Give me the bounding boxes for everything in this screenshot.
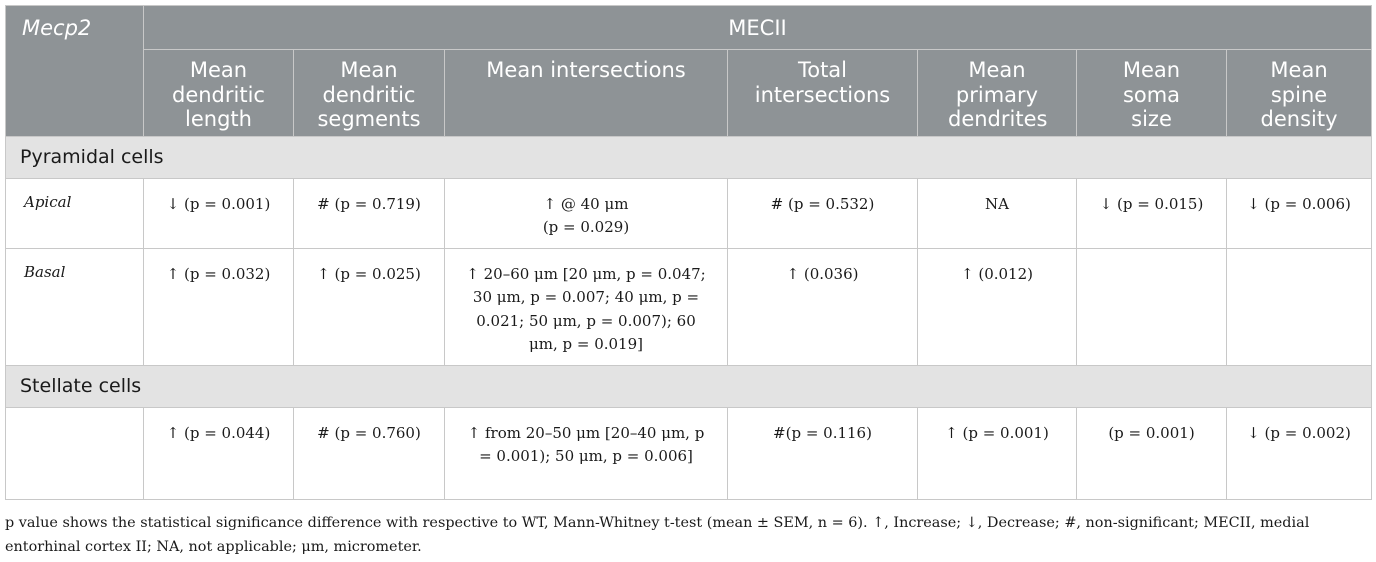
table-footnote: p value shows the statistical significance difference with respective to WT, Mann-Whitney t-test (mean ± SEM, n = 6). ↑, Increase; ↓, Decrease; #, non-significant; MECII, medial entorhinal cortex II; NA, not applicable; μm, micrometer.: [5, 515, 1310, 555]
row-label: Basal: [6, 248, 144, 365]
table-cell: [1077, 248, 1227, 365]
table-cell: ↓ (p = 0.015): [1077, 178, 1227, 248]
table-cell: ↑ (p = 0.032): [144, 248, 294, 365]
section-row: [6, 136, 1372, 178]
column-header: Mean primary dendrites: [918, 50, 1077, 137]
column-header: Mean dendritic segments: [294, 50, 445, 137]
column-header: Total intersections: [728, 50, 918, 137]
table-cell: #(p = 0.116): [728, 407, 918, 499]
table-cell: # (p = 0.719): [294, 178, 445, 248]
table-cell: # (p = 0.532): [728, 178, 918, 248]
row-label: Apical: [6, 178, 144, 248]
table-cell: ↑ (0.012): [918, 248, 1077, 365]
table-cell: ↑ (p = 0.025): [294, 248, 445, 365]
column-header: Mean spine density: [1227, 50, 1372, 137]
table-cell: ↑ (0.036): [728, 248, 918, 365]
table-cell: [1227, 248, 1372, 365]
header-row-group: [6, 6, 1372, 50]
section-title: Pyramidal cells: [6, 136, 1372, 178]
corner-label: Mecp2: [6, 6, 144, 137]
section-title: Stellate cells: [6, 365, 1372, 407]
table-cell: ↓ (p = 0.001): [144, 178, 294, 248]
section-row: [6, 365, 1372, 407]
table-row: [6, 178, 1372, 248]
table-cell: ↑ from 20–50 μm [20–40 μm, p = 0.001); 50 μm, p = 0.006]: [445, 407, 728, 499]
column-header: Mean soma size: [1077, 50, 1227, 137]
column-header: Mean dendritic length: [144, 50, 294, 137]
table-cell: (p = 0.001): [1077, 407, 1227, 499]
table-cell: ↑ (p = 0.044): [144, 407, 294, 499]
table-cell: ↑ 20–60 μm [20 μm, p = 0.047; 30 μm, p = 0.007; 40 μm, p = 0.021; 50 μm, p = 0.007); 60 μm, p = 0.019]: [445, 248, 728, 365]
group-header: MECII: [144, 6, 1372, 50]
table-cell: ↑ @ 40 μm (p = 0.029): [445, 178, 728, 248]
table-cell: # (p = 0.760): [294, 407, 445, 499]
column-header: Mean intersections: [445, 50, 728, 137]
table-row: [6, 407, 1372, 499]
header-row-columns: [6, 50, 1372, 137]
table-cell: ↑ (p = 0.001): [918, 407, 1077, 499]
table-cell: ↓ (p = 0.006): [1227, 178, 1372, 248]
table-row: [6, 248, 1372, 365]
row-label: [6, 407, 144, 499]
table-cell: NA: [918, 178, 1077, 248]
results-table: [5, 5, 1372, 500]
table-cell: ↓ (p = 0.002): [1227, 407, 1372, 499]
